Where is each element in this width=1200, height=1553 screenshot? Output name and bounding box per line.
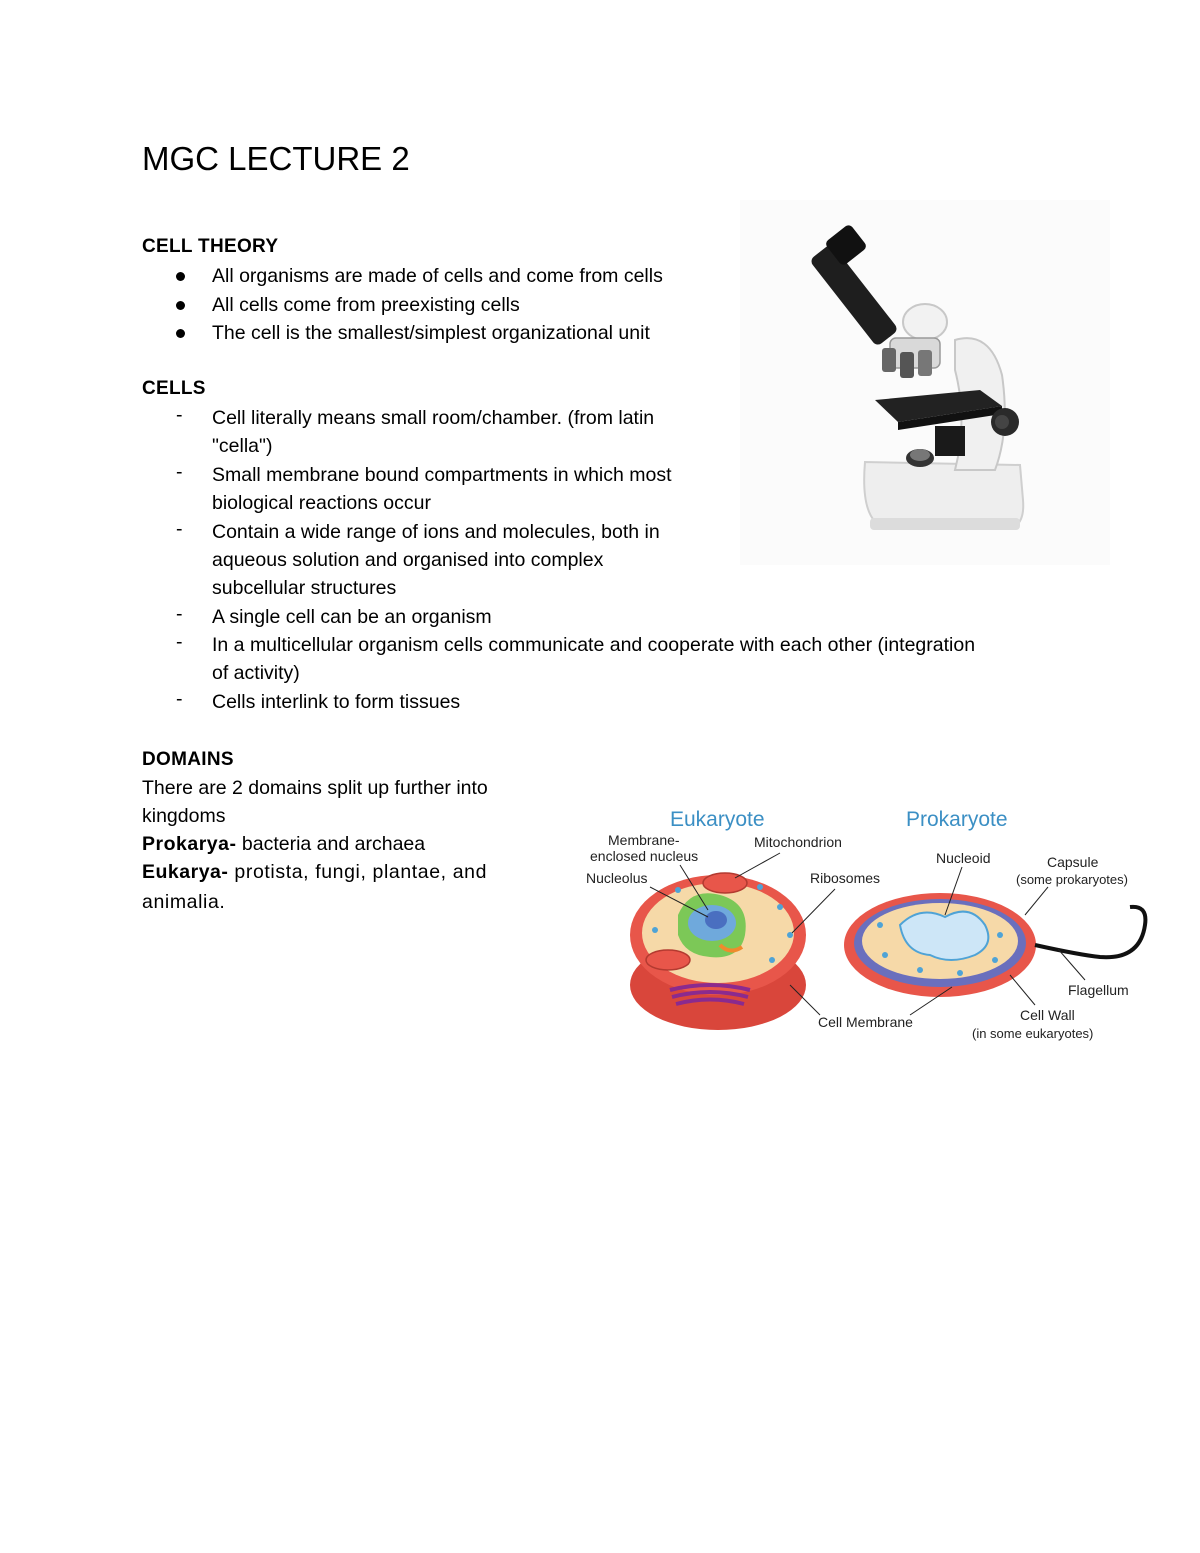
eukaryote-title: Eukaryote <box>670 808 765 831</box>
eukarya-text-continued: animalia. <box>142 891 226 913</box>
dash-marker: - <box>176 688 183 710</box>
list-item: All cells come from preexisting cells <box>212 294 520 316</box>
list-item: A single cell can be an organism <box>212 606 492 628</box>
label-mitochondrion: Mitochondrion <box>754 834 842 850</box>
label-membrane-enclosed-nucleus: enclosed nucleus <box>590 848 699 864</box>
list-item: Small membrane bound compartments in which most <box>212 464 672 486</box>
mitochondrion <box>703 873 747 893</box>
cell-diagram <box>580 795 1160 1055</box>
eukarya-text: protista, fungi, plantae, and <box>228 861 488 883</box>
eukarya-line <box>142 858 487 887</box>
bullet-icon <box>176 272 185 281</box>
list-item: In a multicellular organism cells communicate and cooperate with each other (integration <box>212 634 976 656</box>
nucleolus <box>705 911 727 929</box>
label-nucleolus: Nucleolus <box>586 870 648 886</box>
list-item: Cells interlink to form tissues <box>212 691 461 713</box>
list-item: All organisms are made of cells and come from cells <box>212 265 663 287</box>
label-cell-membrane: Cell Membrane <box>818 1014 913 1030</box>
flagellum <box>1035 907 1145 957</box>
list-item: The cell is the smallest/simplest organizational unit <box>212 322 650 344</box>
label-nucleoid: Nucleoid <box>936 850 991 866</box>
domains-heading: DOMAINS <box>142 749 234 770</box>
domains-intro-continued: kingdoms <box>142 805 226 827</box>
domains-intro: There are 2 domains split up further into <box>142 777 488 799</box>
label-cell-wall: Cell Wall <box>1020 1007 1075 1023</box>
cell-theory-heading: CELL THEORY <box>142 236 279 257</box>
eukarya-label: Eukarya- <box>142 861 229 883</box>
list-item-continued: "cella") <box>212 435 273 457</box>
page-title: MGC LECTURE 2 <box>142 140 410 177</box>
label-membrane-enclosed-nucleus: Membrane- <box>608 832 680 848</box>
list-item: Contain a wide range of ions and molecules, both in <box>212 521 660 543</box>
list-item-continued: subcellular structures <box>212 577 397 599</box>
list-item-continued: biological reactions occur <box>212 492 431 514</box>
label-cell-wall-note: (in some eukaryotes) <box>972 1026 1094 1041</box>
microscope-image <box>740 200 1110 565</box>
bullet-icon <box>176 329 185 338</box>
prokarya-text: bacteria and archaea <box>236 833 426 855</box>
label-flagellum: Flagellum <box>1068 982 1129 998</box>
label-capsule: Capsule <box>1047 854 1099 870</box>
dash-marker: - <box>176 518 183 540</box>
mitochondrion <box>646 950 690 970</box>
prokaryote-title: Prokaryote <box>906 808 1008 831</box>
dash-marker: - <box>176 603 183 625</box>
list-item-continued: aqueous solution and organised into complex <box>212 549 604 571</box>
cells-heading: CELLS <box>142 378 206 399</box>
dash-marker: - <box>176 461 183 483</box>
label-capsule-note: (some prokaryotes) <box>1016 872 1128 887</box>
prokarya-label: Prokarya- <box>142 833 237 855</box>
label-ribosomes: Ribosomes <box>810 870 881 886</box>
prokarya-line <box>142 830 425 859</box>
dash-marker: - <box>176 404 183 426</box>
bullet-icon <box>176 301 185 310</box>
list-item: Cell literally means small room/chamber. (from latin <box>212 407 655 429</box>
list-item-continued: of activity) <box>212 662 300 684</box>
dash-marker: - <box>176 631 183 653</box>
